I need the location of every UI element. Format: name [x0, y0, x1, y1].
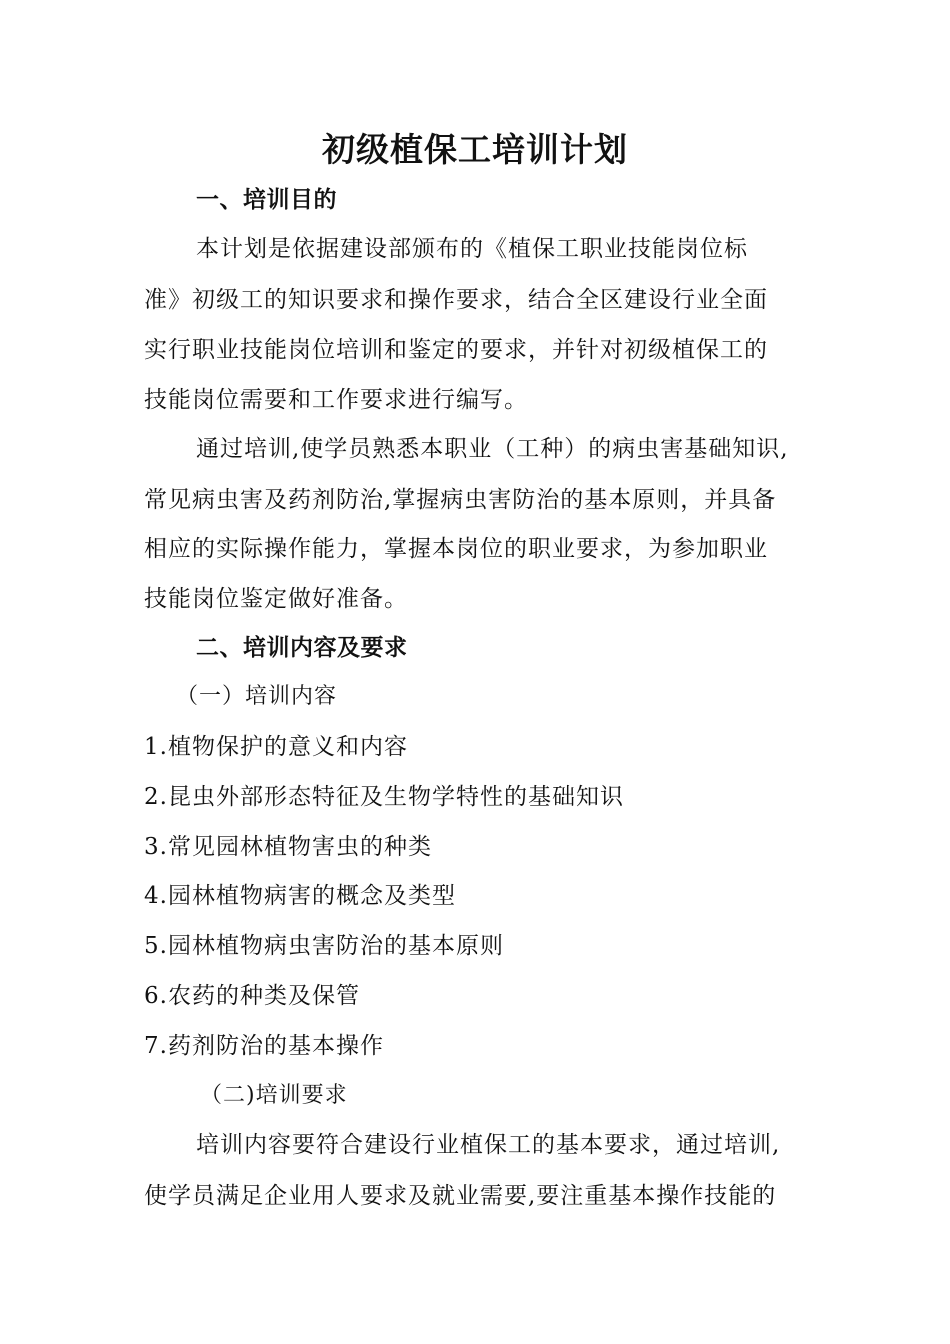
paragraph-2-line-2: 常见病虫害及药剂防治,掌握病虫害防治的基本原则，并具备 — [144, 487, 777, 513]
paragraph-3-line-2: 使学员满足企业用人要求及就业需要,要注重基本操作技能的 — [144, 1183, 777, 1209]
document-title: 初级植保工培训计划 — [322, 130, 628, 169]
section-2-heading: 二、培训内容及要求 — [196, 635, 408, 661]
subsection-1-heading: （一）培训内容 — [176, 684, 338, 709]
list-item: 5.园林植物病虫害防治的基本原则 — [144, 933, 504, 959]
section-1-heading: 一、培训目的 — [196, 187, 337, 213]
subsection-2-heading: （二)培训要求 — [200, 1083, 348, 1108]
list-item: 7.药剂防治的基本操作 — [144, 1033, 384, 1059]
list-item: 6.农药的种类及保管 — [144, 983, 360, 1009]
paragraph-1-line-3: 实行职业技能岗位培训和鉴定的要求，并针对初级植保工的 — [144, 337, 768, 363]
paragraph-2-line-1: 通过培训,使学员熟悉本职业（工种）的病虫害基础知识, — [196, 436, 789, 462]
paragraph-1-line-4: 技能岗位需要和工作要求进行编写。 — [144, 387, 528, 413]
paragraph-2-line-3: 相应的实际操作能力，掌握本岗位的职业要求，为参加职业 — [144, 536, 768, 562]
paragraph-1-line-2: 准》初级工的知识要求和操作要求，结合全区建设行业全面 — [144, 287, 768, 313]
paragraph-3-line-1: 培训内容要符合建设行业植保工的基本要求，通过培训, — [196, 1132, 781, 1158]
list-item: 3.常见园林植物害虫的种类 — [144, 834, 432, 860]
list-item: 4.园林植物病害的概念及类型 — [144, 883, 456, 909]
list-item: 2.昆虫外部形态特征及生物学特性的基础知识 — [144, 784, 624, 810]
paragraph-1-line-1: 本计划是依据建设部颁布的《植保工职业技能岗位标 — [196, 236, 748, 262]
list-item: 1.植物保护的意义和内容 — [144, 734, 408, 760]
paragraph-2-line-4: 技能岗位鉴定做好准备。 — [144, 586, 408, 612]
